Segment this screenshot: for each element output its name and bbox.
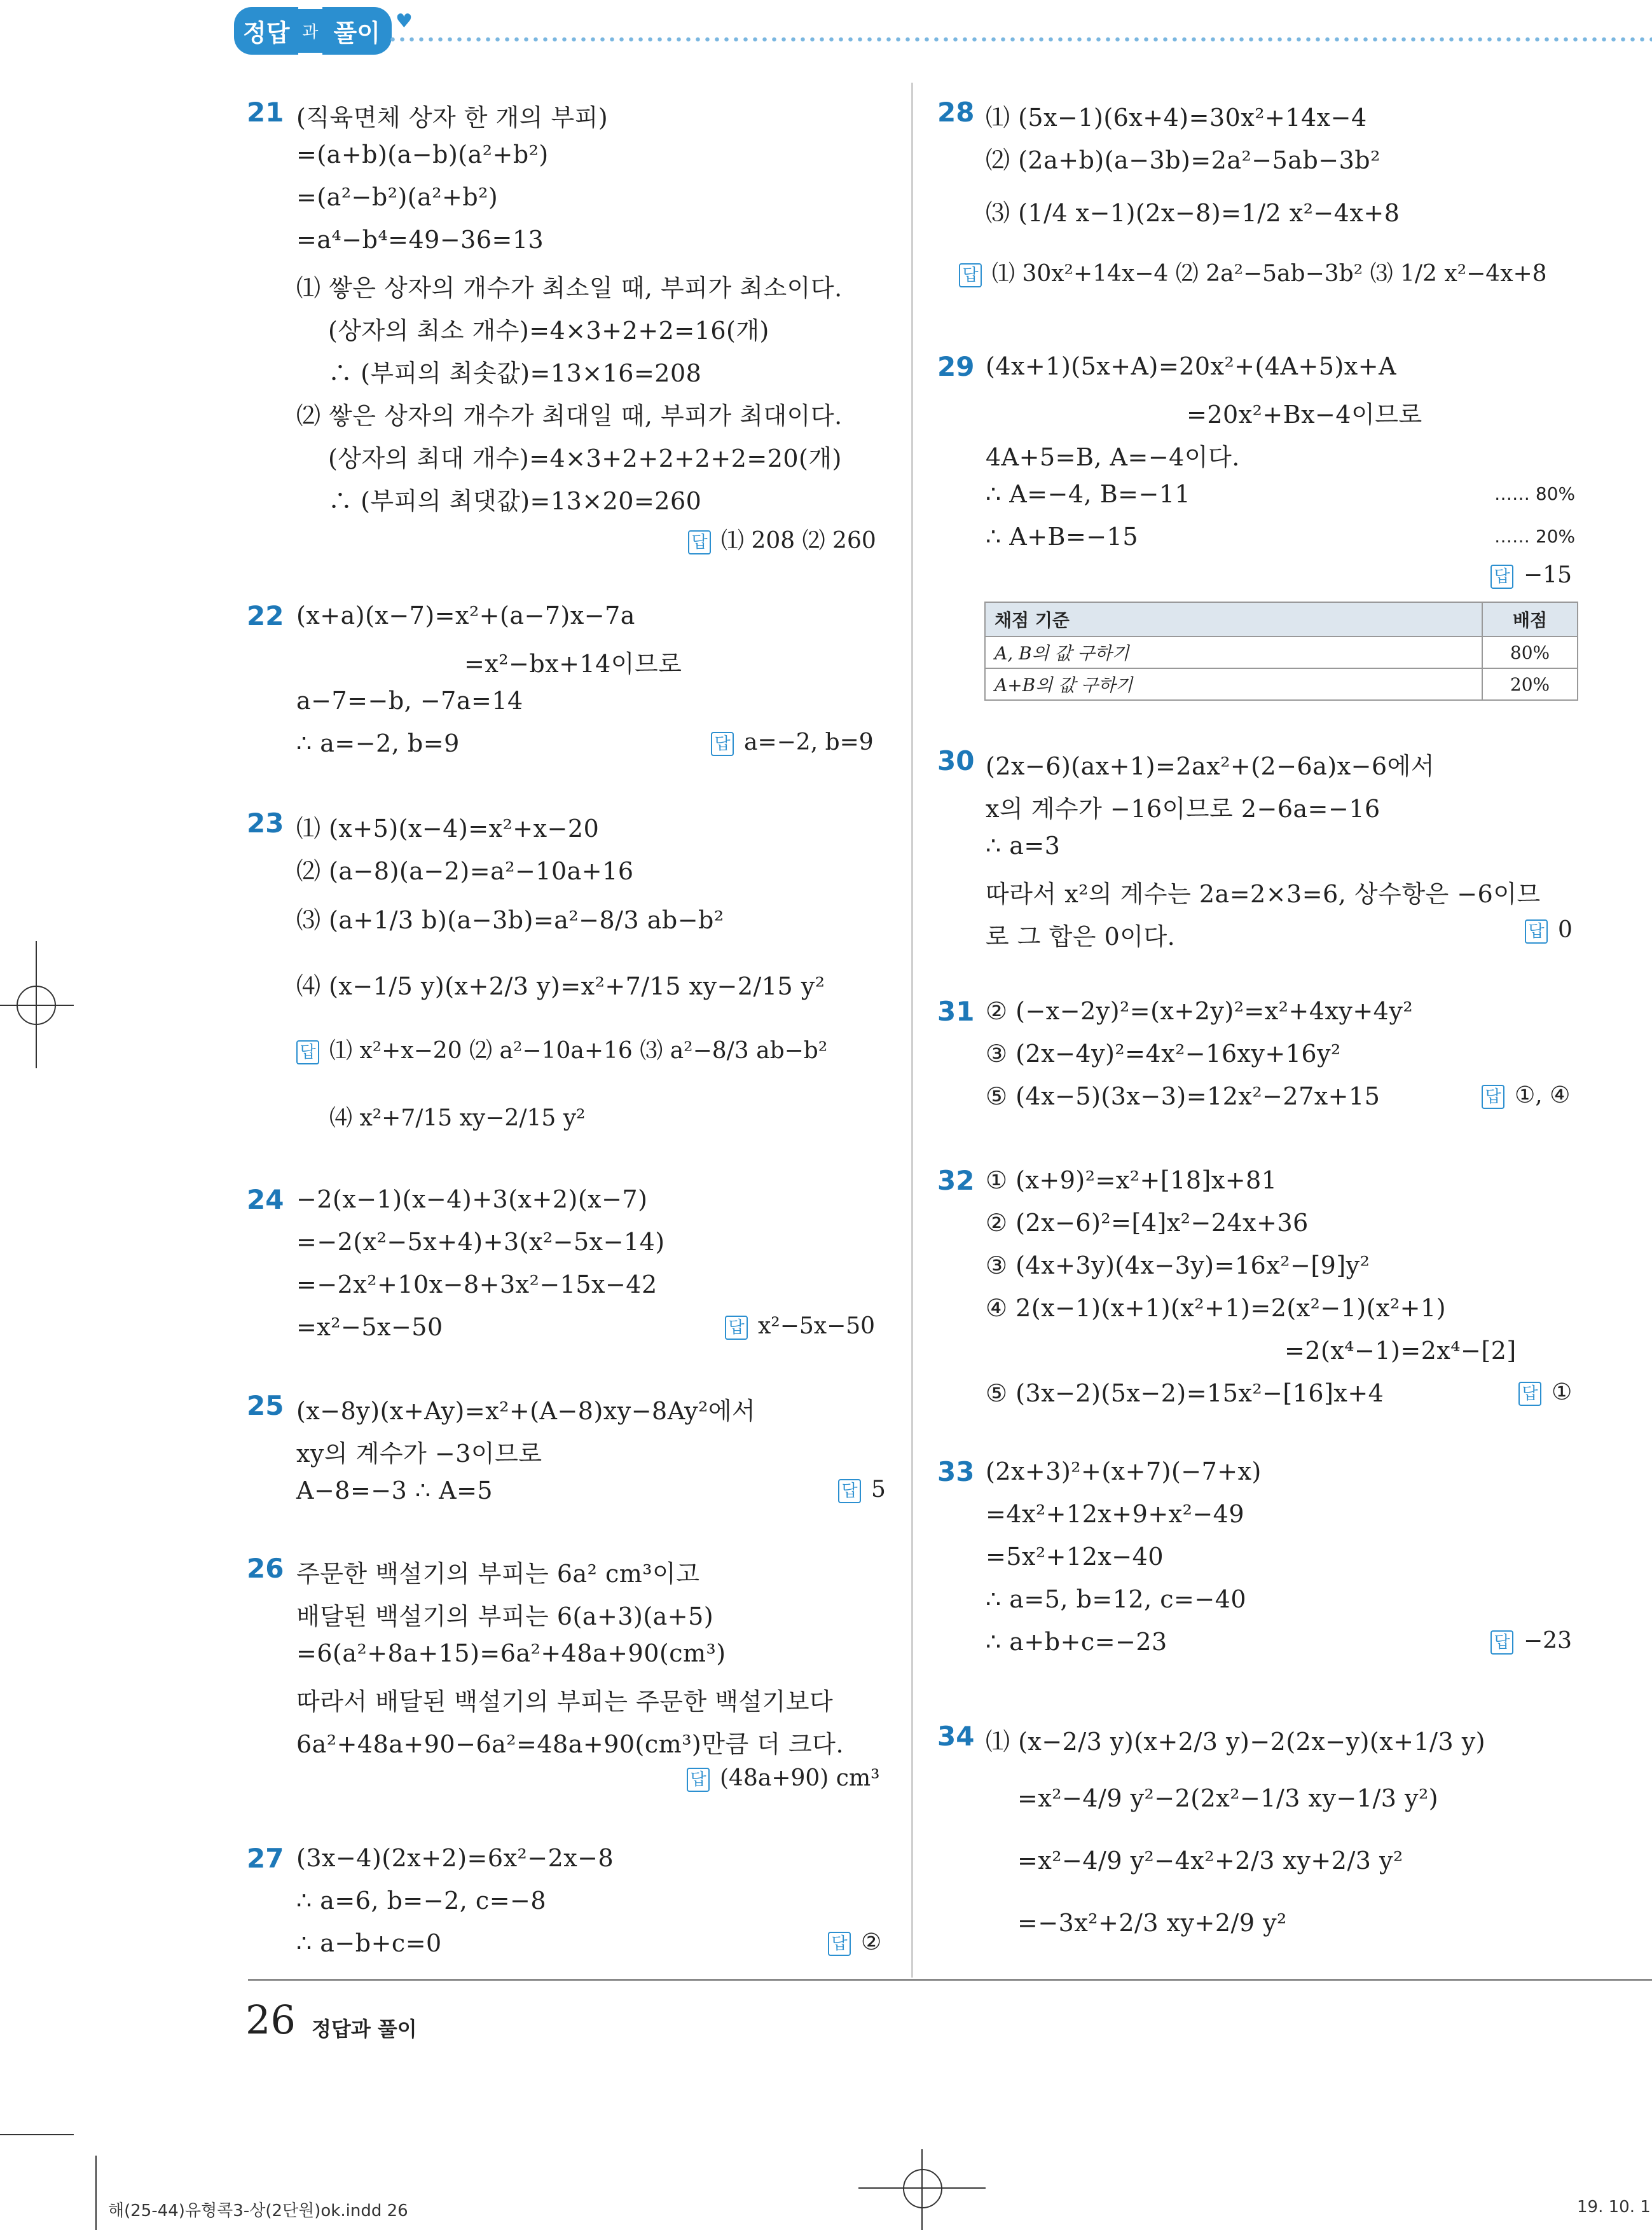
answer-text: ② [861,1929,882,1955]
answer-text: ⑴ 208 ⑵ 260 [721,528,876,554]
solution-line: ∴ A=−4, B=−11 [986,480,1191,508]
solution-line: 로 그 합은 0이다. [986,923,1176,951]
answer-text: −15 [1524,562,1572,588]
solution-line: ∴ a−b+c=0 [296,1929,442,1957]
solution-line: ∴ a=5, b=12, c=−40 [986,1585,1247,1613]
solution-line: ② (−x−2y)²=(x+2y)²=x²+4xy+4y² [986,997,1414,1025]
answer [711,729,874,756]
problem-number: 29 [937,351,975,382]
crop-mark [0,2134,74,2135]
answer [838,1476,886,1503]
solution-line: (직육면체 상자 한 개의 부피) [296,104,609,132]
problem-number: 28 [937,97,975,128]
answer [296,1033,827,1065]
header-dotted-rule [388,36,1652,43]
answer [1490,1628,1572,1655]
answer-badge-icon: 답 [838,1479,861,1503]
answer-text: 0 [1558,917,1573,943]
answer [959,256,1547,288]
page-number: 26 [245,1997,296,2043]
solution-line: ∴ a=3 [986,832,1061,860]
score-percent: …… 80% [1494,483,1576,504]
solution-line: ② (2x−6)²=[4]x²−24x+36 [986,1209,1309,1237]
solution-line: 6a²+48a+90−6a²=48a+90(cm³)만큼 더 크다. [296,1730,844,1758]
answer-badge-icon: 답 [1482,1085,1504,1109]
solution-line: (3x−4)(2x+2)=6x²−2x−8 [296,1844,614,1872]
solution-line: 4A+5=B, A=−4이다. [986,443,1240,471]
solution-line: 따라서 x²의 계수는 2a=2×3=6, 상수항은 −6이므 [986,880,1541,908]
answer [828,1929,881,1956]
solution-line: ③ (4x+3y)(4x−3y)=16x²−[9]y² [986,1251,1370,1279]
header-badge-main: 정답 [234,7,298,55]
crop-mark [95,2156,97,2230]
problem-number: 33 [937,1456,975,1487]
solution-line: =x²−4/9 y²−2(2x²−1/3 xy−1/3 y²) [1017,1784,1439,1812]
solution-line: ⑵ 쌓은 상자의 개수가 최대일 때, 부피가 최대이다. [296,402,843,430]
answer-text: ① [1552,1379,1573,1405]
grading-score: 20% [1482,668,1578,700]
solution-line: =6(a²+8a+15)=6a²+48a+90(cm³) [296,1639,726,1667]
solution-line: =5x²+12x−40 [986,1543,1164,1571]
heart-icon: ♥ [395,10,413,32]
answer-badge-icon: 답 [1525,919,1548,944]
solution-line: =(a²−b²)(a²+b²) [296,183,499,211]
answer [1490,562,1572,589]
solution-line: ③ (2x−4y)²=4x²−16xy+16y² [986,1040,1341,1068]
solution-line: A−8=−3 ∴ A=5 [296,1476,493,1504]
solution-line: =20x²+Bx−4이므로 [1187,401,1422,429]
answer-text: x²−5x−50 [758,1313,876,1339]
footer-title: 정답과 풀이 [312,2017,417,2041]
solution-line: ① (x+9)²=x²+[18]x+81 [986,1166,1277,1194]
solution-line: xy의 계수가 −3이므로 [296,1440,542,1468]
grading-criterion: A+B의 값 구하기 [985,668,1482,700]
answer-text: (48a+90) cm³ [720,1765,880,1791]
solution-line: x의 계수가 −16이므로 2−6a=−16 [986,795,1380,823]
solution-line: (2x−6)(ax+1)=2ax²+(2−6a)x−6에서 [986,752,1435,780]
answer-text: a=−2, b=9 [744,729,874,755]
header-badge [234,5,413,56]
answer-badge-icon: 답 [1518,1382,1541,1406]
answer [1518,1379,1572,1406]
answer-badge-icon: 답 [711,732,734,756]
answer-badge-icon: 답 [725,1316,748,1340]
solution-line: ⑤ (3x−2)(5x−2)=15x²−[16]x+4 [986,1379,1384,1407]
solution-line: ⑴ (x+5)(x−4)=x²+x−20 [296,815,600,843]
header-badge-mid: 과 [298,9,322,53]
problem-number: 26 [247,1553,284,1584]
answer-continued: ⑷ x²+7/15 xy−2/15 y² [329,1105,586,1131]
solution-line: (상자의 최소 개수)=4×3+2+2=16(개) [328,317,769,345]
problem-number: 25 [247,1390,284,1421]
registration-mark-icon [903,2169,942,2208]
solution-line: =x²−5x−50 [296,1313,443,1341]
solution-line: =2(x⁴−1)=2x⁴−[2] [1284,1337,1517,1365]
answer-badge-icon: 답 [688,530,711,554]
solution-line: 주문한 백설기의 부피는 6a² cm³이고 [296,1560,700,1588]
answer-badge-icon: 답 [296,1040,319,1064]
solution-line: =x²−bx+14이므로 [464,650,682,678]
grading-header-criteria: 채점 기준 [985,602,1482,637]
solution-line: ∴ a=−2, b=9 [296,729,460,757]
answer [1482,1082,1570,1109]
solution-line: ∴ a+b+c=−23 [986,1628,1167,1656]
grading-criterion: A, B의 값 구하기 [985,637,1482,668]
problem-number: 21 [247,97,284,128]
solution-line: ⑴ (x−2/3 y)(x+2/3 y)−2(2x−y)(x+1/3 y) [986,1728,1486,1756]
solution-line: ∴ a=6, b=−2, c=−8 [296,1887,547,1915]
table-row [985,637,1578,668]
solution-line: ∴ A+B=−15 [986,523,1138,551]
registration-mark-icon [17,986,56,1025]
answer-badge-icon: 답 [687,1768,710,1792]
solution-line: =x²−4/9 y²−4x²+2/3 xy+2/3 y² [1017,1847,1403,1875]
problem-number: 27 [247,1843,284,1874]
solution-line: 따라서 배달된 백설기의 부피는 주문한 백설기보다 [296,1688,834,1716]
solution-line: ⑴ (5x−1)(6x+4)=30x²+14x−4 [986,104,1367,132]
answer [725,1313,875,1340]
solution-line: ⑶ (1/4 x−1)(2x−8)=1/2 x²−4x+8 [986,199,1400,227]
answer-badge-icon: 답 [828,1932,851,1956]
solution-line: (x−8y)(x+Ay)=x²+(A−8)xy−8Ay²에서 [296,1397,756,1425]
problem-number: 34 [937,1721,975,1752]
answer-text: ⑴ 30x²+14x−4 ⑵ 2a²−5ab−3b² ⑶ 1/2 x²−4x+8 [992,261,1547,287]
solution-line: ∴ (부피의 최댓값)=13×20=260 [328,487,702,515]
answer-badge-icon: 답 [959,263,982,287]
solution-line: (2x+3)²+(x+7)(−7+x) [986,1457,1262,1485]
solution-line: (x+a)(x−7)=x²+(a−7)x−7a [296,602,635,630]
solution-line: =−2(x²−5x+4)+3(x²−5x−14) [296,1228,665,1256]
header-badge-end: 풀이 [322,7,392,55]
problem-number: 23 [247,808,284,839]
answer [1525,917,1573,944]
problem-number: 22 [247,600,284,631]
grading-table [984,602,1578,701]
solution-line: ⑤ (4x−5)(3x−3)=12x²−27x+15 [986,1082,1380,1110]
solution-line: =−2x²+10x−8+3x²−15x−42 [296,1270,657,1298]
solution-line: 배달된 백설기의 부피는 6(a+3)(a+5) [296,1602,714,1630]
print-slug: 해(25-44)유형콕3-상(2단원)ok.indd 26 [108,2201,408,2220]
print-date: 19. 10. 1 [1577,2198,1651,2217]
column-divider [911,83,913,1978]
problem-number: 30 [937,745,975,776]
solution-line: =(a+b)(a−b)(a²+b²) [296,141,549,169]
solution-line: ⑵ (a−8)(a−2)=a²−10a+16 [296,857,634,885]
answer [688,523,876,555]
answer-text: ⑴ x²+x−20 ⑵ a²−10a+16 ⑶ a²−8/3 ab−b² [329,1038,828,1064]
footer-rule [248,1979,1652,1981]
solution-line: =−3x²+2/3 xy+2/9 y² [1017,1909,1287,1937]
solution-line: −2(x−1)(x−4)+3(x+2)(x−7) [296,1185,648,1213]
table-row [985,668,1578,700]
solution-line: ∴ (부피의 최솟값)=13×16=208 [328,359,702,387]
problem-number: 24 [247,1184,284,1215]
answer-text: 5 [871,1476,886,1503]
solution-line: (상자의 최대 개수)=4×3+2+2+2+2=20(개) [328,444,842,472]
solution-line: a−7=−b, −7a=14 [296,687,523,715]
solution-line: (4x+1)(5x+A)=20x²+(4A+5)x+A [986,352,1397,380]
solution-line: =4x²+12x+9+x²−49 [986,1500,1245,1528]
score-percent: …… 20% [1494,526,1576,547]
solution-line: ⑴ 쌓은 상자의 개수가 최소일 때, 부피가 최소이다. [296,274,843,302]
solution-line: ⑷ (x−1/5 y)(x+2/3 y)=x²+7/15 xy−2/15 y² [296,972,825,1000]
answer [687,1765,880,1792]
solution-line: ⑶ (a+1/3 b)(a−3b)=a²−8/3 ab−b² [296,906,724,934]
answer-text: ①, ④ [1515,1082,1571,1108]
solution-line: ⑵ (2a+b)(a−3b)=2a²−5ab−3b² [986,146,1380,174]
answer-text: −23 [1524,1628,1572,1654]
grading-header-score: 배점 [1482,602,1578,637]
problem-number: 32 [937,1165,975,1196]
problem-number: 31 [937,996,975,1027]
solution-line: =a⁴−b⁴=49−36=13 [296,226,544,254]
answer-badge-icon: 답 [1490,1630,1513,1655]
solution-line: ④ 2(x−1)(x+1)(x²+1)=2(x²−1)(x²+1) [986,1294,1447,1322]
grading-score: 80% [1482,637,1578,668]
answer-badge-icon: 답 [1490,565,1513,589]
